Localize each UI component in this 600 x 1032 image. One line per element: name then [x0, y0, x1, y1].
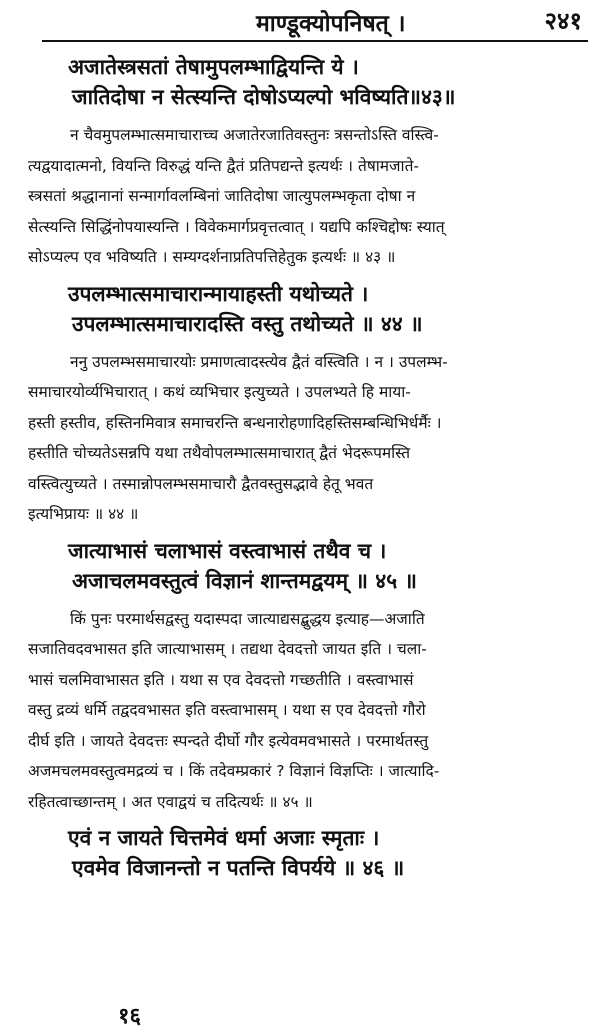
commentary-block — [28, 347, 582, 530]
signature-mark: १६ — [118, 1004, 141, 1029]
commentary-block — [28, 120, 582, 273]
verse-line: उपलम्भात्समाचारान्मायाहस्ती यथोच्यते । — [68, 281, 369, 306]
commentary-line: ननु उपलम्भसमाचारयोः प्रमाणत्वादस्त्येव द्वैतं वस्त्विति । न । उपलम्भ- — [70, 352, 448, 371]
page-content — [28, 52, 582, 883]
commentary-line: न चैवमुपलम्भात्समाचाराच्च अजातेरजातिवस्तुनः त्रसन्तोऽस्ति वस्त्वि- — [70, 126, 439, 144]
commentary-line: सोऽप्यल्प एव भविष्यति । सम्यग्दर्शनाप्रतिपत्तिहेतुक इत्यर्थः ॥ ४३ ॥ — [28, 248, 396, 266]
verse-block — [28, 536, 582, 596]
commentary-line: त्यद्वयादात्मनो, वियन्ति विरुद्धं यन्ति द्वैतं प्रतिपद्यन्ते इत्यर्थः । तेषामजाते- — [28, 156, 419, 175]
commentary-line: सजातिवदवभासत इति जात्याभासम् । तद्यथा देवदत्तो जायत इति । चला- — [28, 640, 427, 658]
verse-line: एवमेव विजानन्तो न पतन्ति विपर्यये ॥ ४६ ॥ — [72, 856, 405, 880]
verse-line: एवं न जायते चित्तमेवं धर्मा अजाः स्मृताः । — [68, 826, 380, 850]
commentary-line: हस्ती हस्तीव, हस्तिनमिवात्र समाचरन्ति बन्धनारोहणादिहस्तिसम्बन्धिभिर्धर्मैः । — [28, 413, 442, 432]
page-number: २४१ — [544, 7, 582, 35]
commentary-block — [28, 604, 582, 818]
commentary-line: स्त्रसतां श्रद्धानानां सन्मार्गावलम्बिनां जातिदोषा जात्युपलम्भकृता दोषा न — [28, 187, 416, 205]
verse-block — [28, 823, 582, 883]
commentary-line: वस्तु द्रव्यं धर्मि तद्वदवभासत इति वस्त्वाभासम् । यथा स एव देवदत्तो गौरो — [28, 701, 426, 719]
commentary-line: वस्त्वित्युच्यते । तस्मान्नोपलम्भसमाचारौ द्वैतवस्तुसद्भावे हेतू भवत — [28, 474, 374, 493]
commentary-line: किं पुनः परमार्थसद्वस्तु यदास्पदा जात्याद्यसद्बुद्धय इत्याह—अजाति — [70, 609, 425, 628]
verse-block — [28, 279, 582, 339]
commentary-line: इत्यभिप्रायः ॥ ४४ ॥ — [28, 505, 139, 523]
verse-line: अजातेस्त्रसतां तेषामुपलम्भाद्वियन्ति ये । — [68, 55, 359, 79]
verse-line: जातिदोषा न सेत्स्यन्ति दोषोऽप्यल्पो भविष्यति॥४३॥ — [72, 85, 456, 109]
commentary-line: हस्तीति चोच्यतेऽसन्नपि यथा तथैवोपलम्भात्समाचारात् द्वैतं भेदरूपमस्ति — [28, 444, 411, 462]
commentary-line: रहितत्वाच्छान्तम् । अत एवाद्वयं च तदित्यर्थः ॥ ४५ ॥ — [28, 792, 313, 811]
running-title: माण्डूक्योपनिषत् । — [256, 11, 406, 37]
running-header — [42, 4, 588, 42]
verse-block — [28, 52, 582, 112]
verse-line: अजाचलमवस्तुत्वं विज्ञानं शान्तमद्वयम् ॥ ४५ ॥ — [72, 568, 418, 593]
verse-line: उपलम्भात्समाचारादस्ति वस्तु तथोच्यते ॥ ४४ ॥ — [72, 311, 423, 336]
commentary-line: सेत्स्यन्ति सिद्धिंनोपयास्यन्ति । विवेकमार्गप्रवृत्तत्वात् । यद्यपि कश्चिद्दोषः स्यात् — [28, 217, 445, 236]
verse-line: जात्याभासं चलाभासं वस्त्वाभासं तथैव च । — [68, 538, 387, 563]
commentary-line: अजमचलमवस्तुत्वमद्रव्यं च । किं तदेवम्प्रकारं ? विज्ञानं विज्ञप्तिः । जात्यादि- — [28, 762, 440, 780]
commentary-line: भासं चलमिवाभासत इति । यथा स एव देवदत्तो गच्छतीति । वस्त्वाभासं — [28, 670, 414, 689]
commentary-line: समाचारयोर्व्यभिचारात् । कथं व्यभिचार इत्युच्यते । उपलभ्यते हि माया- — [28, 383, 411, 401]
commentary-line: दीर्घ इति । जायते देवदत्तः स्पन्दते दीर्घो गौर इत्येवमवभासते । परमार्थतस्तु — [28, 731, 429, 750]
